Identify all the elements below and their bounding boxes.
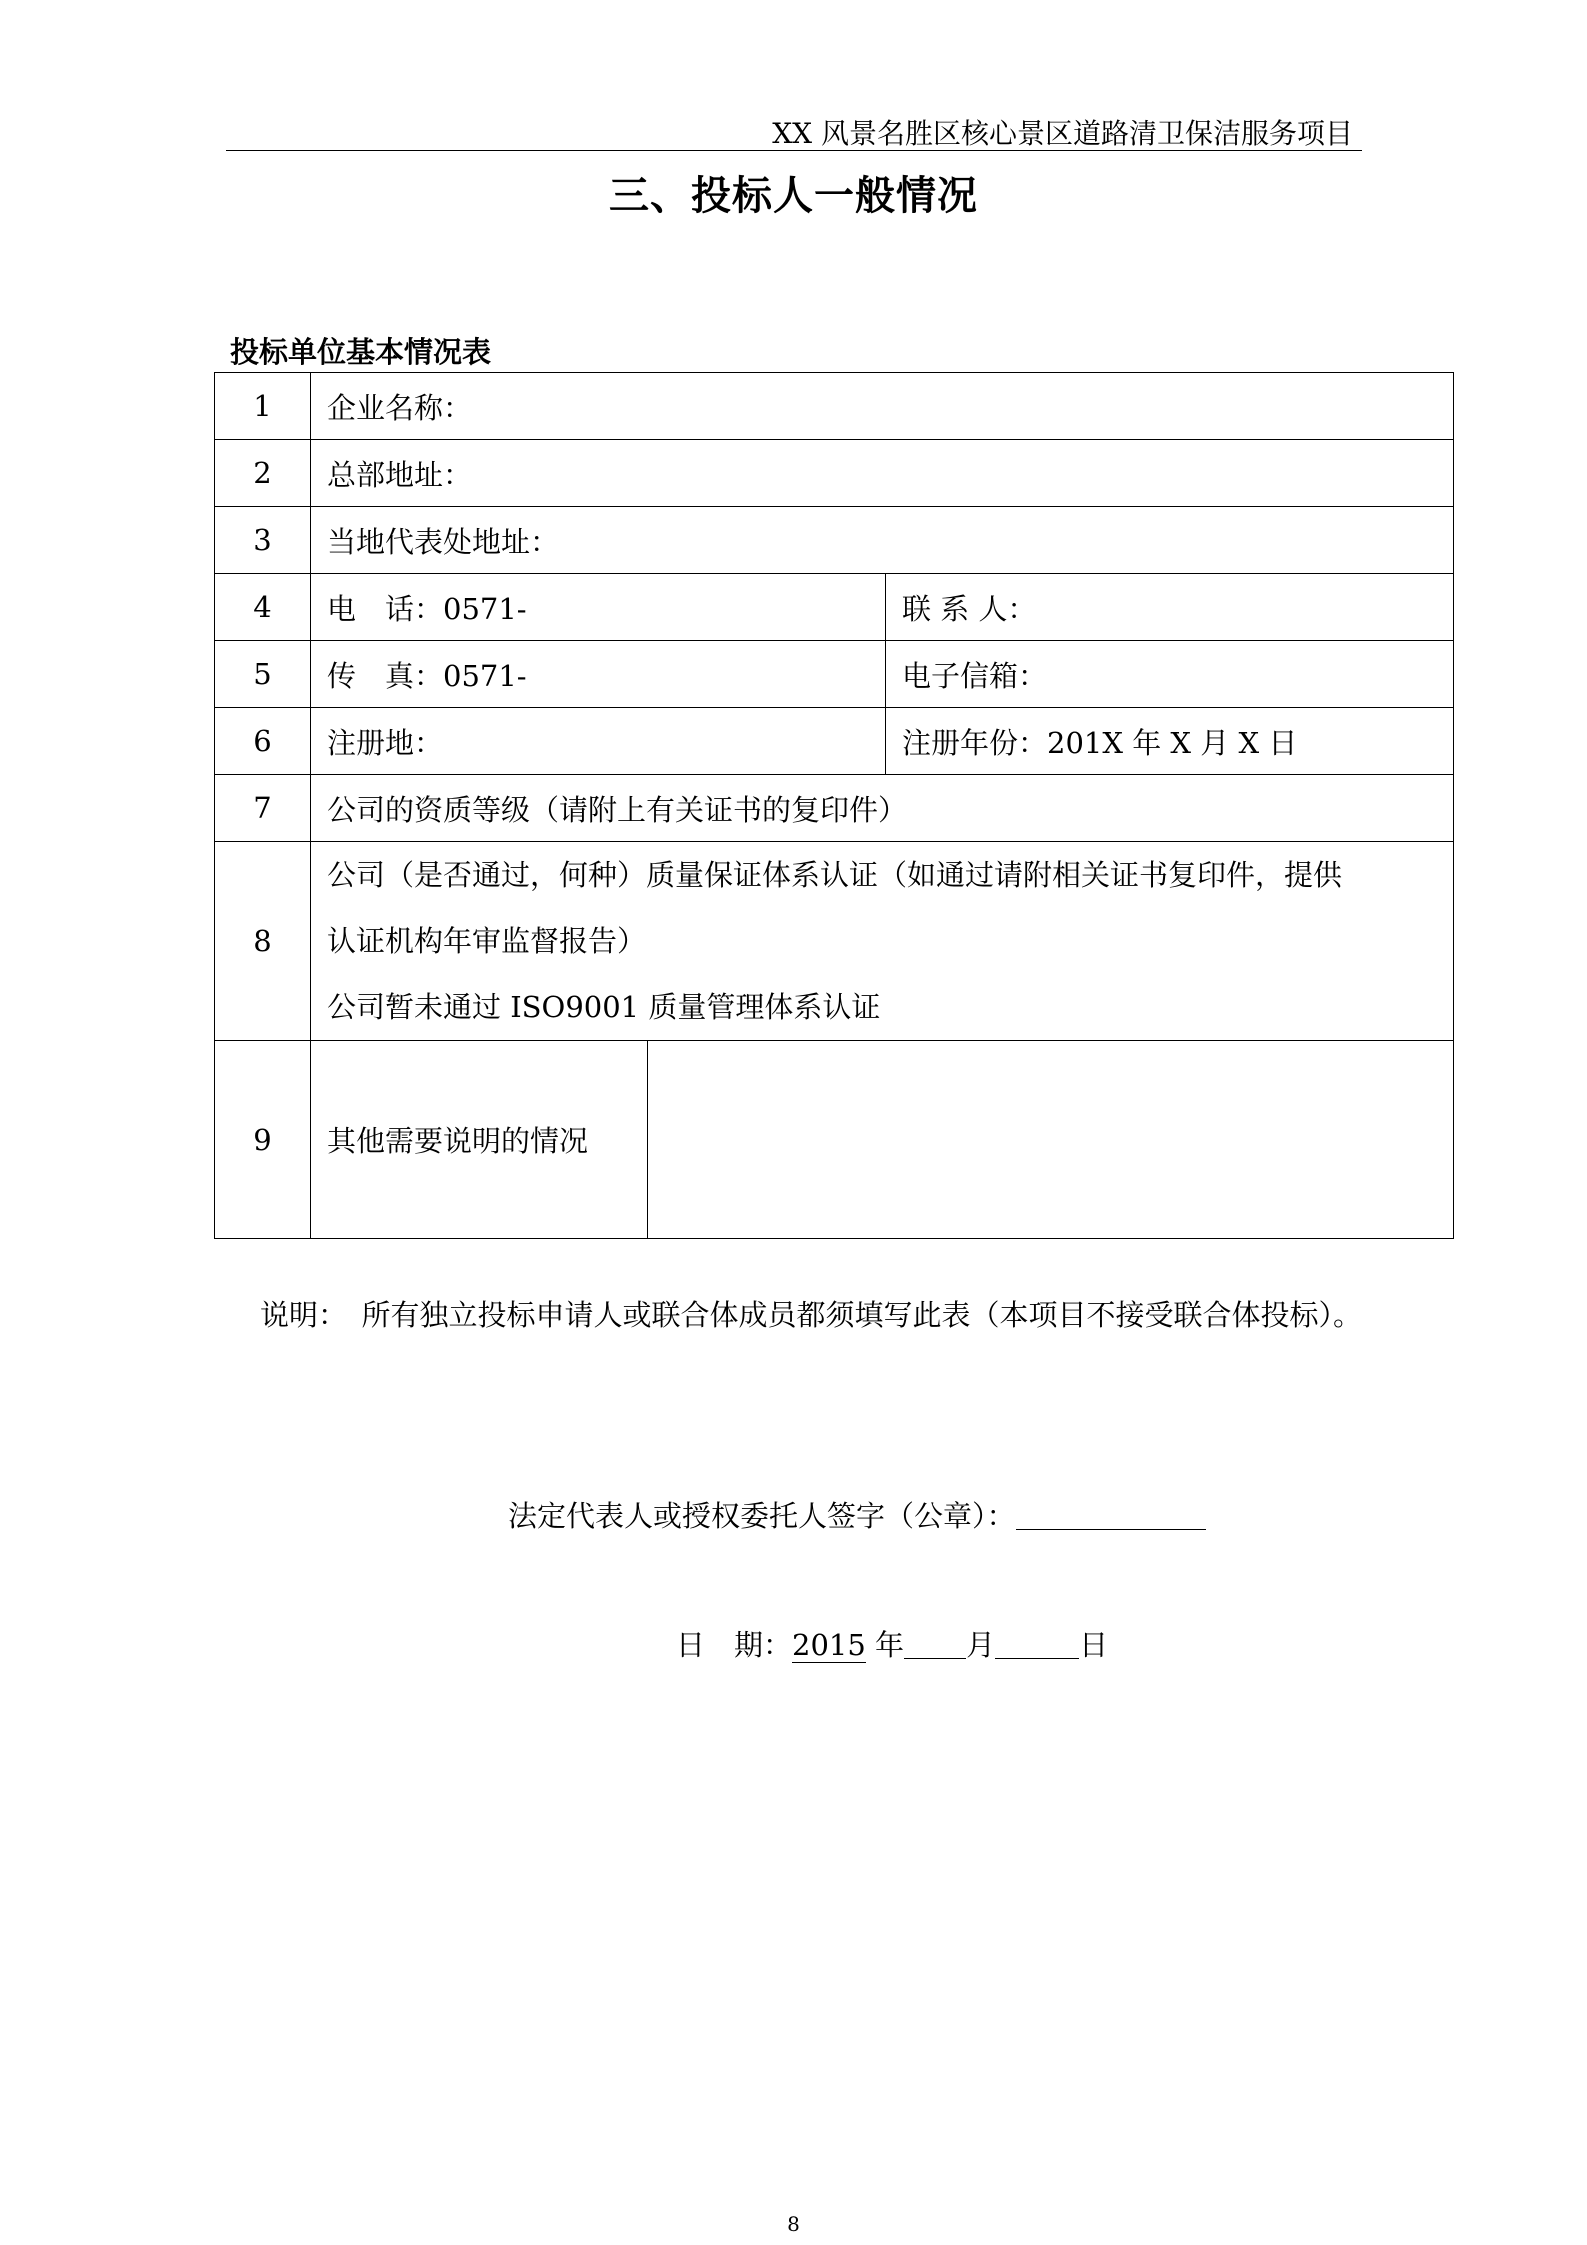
headquarters-address-field: 总部地址： [311, 440, 1454, 507]
qualification-level-field: 公司的资质等级（请附上有关证书的复印件） [311, 775, 1454, 842]
company-name-field: 企业名称： [311, 373, 1454, 440]
table-row [215, 1041, 1454, 1239]
day-blank [995, 1628, 1079, 1659]
date-year: 2015 [792, 1628, 866, 1662]
section-title: 三、投标人一般情况 [609, 172, 978, 219]
email-field: 电子信箱： [886, 641, 1454, 708]
row-number: 2 [215, 440, 311, 507]
month-blank [904, 1628, 966, 1659]
table-row [215, 641, 1454, 708]
certification-line-2: 认证机构年审监督报告） [327, 924, 647, 958]
table-row [215, 708, 1454, 775]
fax-field: 传 真：0571- [311, 641, 886, 708]
quality-certification-field [311, 842, 1454, 1041]
table-row [215, 842, 1454, 1041]
table-row [215, 574, 1454, 641]
certification-line-1: 公司（是否通过，何种）质量保证体系认证（如通过请附相关证书复印件，提供 [327, 858, 1343, 892]
row-number: 7 [215, 775, 311, 842]
registration-year-field: 注册年份：201X 年 X 月 X 日 [886, 708, 1454, 775]
other-notes-value [648, 1041, 1454, 1239]
contact-person-field: 联 系 人： [886, 574, 1454, 641]
page-number: 8 [787, 2212, 800, 2236]
bidder-info-table [214, 372, 1454, 1239]
phone-field: 电 话：0571- [311, 574, 886, 641]
table-note: 说明： 所有独立投标申请人或联合体成员都须填写此表（本项目不接受联合体投标）。 [260, 1298, 1363, 1332]
row-number: 8 [215, 842, 311, 1041]
other-notes-label: 其他需要说明的情况 [311, 1041, 648, 1239]
table-row [215, 373, 1454, 440]
row-number: 4 [215, 574, 311, 641]
registration-place-field: 注册地： [311, 708, 886, 775]
row-number: 6 [215, 708, 311, 775]
date-month-unit: 月 [966, 1628, 996, 1662]
date-day-unit: 日 [1079, 1628, 1109, 1662]
row-number: 5 [215, 641, 311, 708]
date-label: 日 期： [676, 1628, 793, 1662]
table-row [215, 440, 1454, 507]
local-office-address-field: 当地代表处地址： [311, 507, 1454, 574]
header-rule [226, 150, 1362, 151]
table-row [215, 507, 1454, 574]
table-row [215, 775, 1454, 842]
running-header: XX 风景名胜区核心景区道路清卫保洁服务项目 [772, 117, 1353, 150]
row-number: 1 [215, 373, 311, 440]
row-number: 3 [215, 507, 311, 574]
certification-line-3: 公司暂未通过 ISO9001 质量管理体系认证 [327, 990, 881, 1024]
signature-blank [1016, 1499, 1206, 1530]
date-line [676, 1623, 1108, 1664]
table-caption: 投标单位基本情况表 [230, 335, 492, 369]
signature-line [508, 1494, 1206, 1535]
date-year-unit: 年 [875, 1628, 905, 1662]
signature-label: 法定代表人或授权委托人签字（公章）： [508, 1499, 1016, 1533]
row-number: 9 [215, 1041, 311, 1239]
